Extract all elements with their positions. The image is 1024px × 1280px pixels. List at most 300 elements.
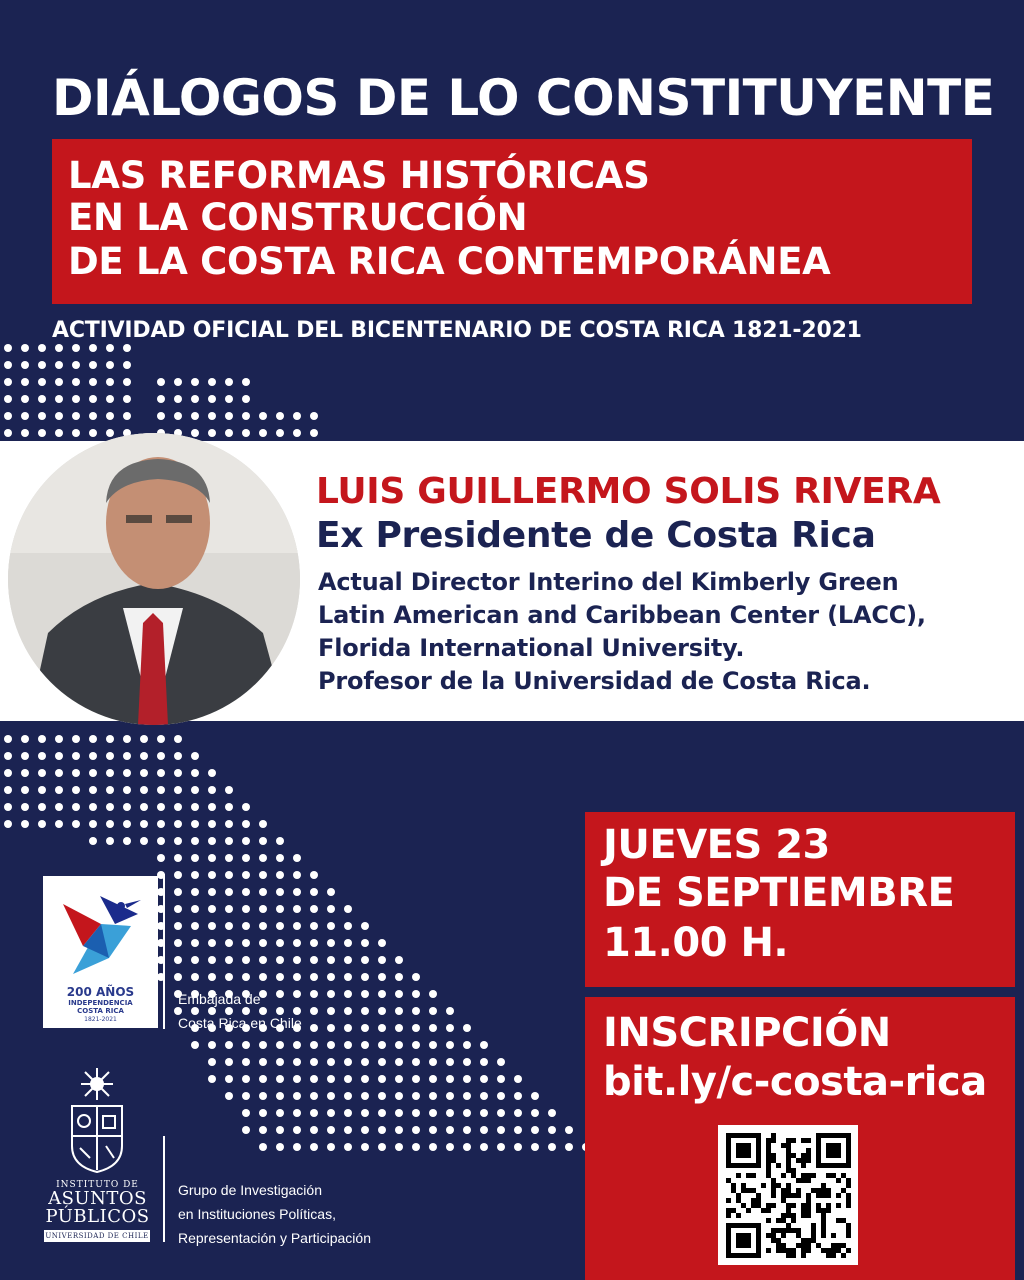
map-dot bbox=[361, 956, 369, 964]
map-dot bbox=[21, 344, 29, 352]
map-dot bbox=[208, 956, 216, 964]
map-dot bbox=[548, 1126, 556, 1134]
qr-code[interactable] bbox=[718, 1125, 858, 1265]
hummingbird-icon bbox=[43, 876, 158, 986]
qr-module bbox=[771, 1158, 776, 1163]
map-dot bbox=[208, 939, 216, 947]
qr-module bbox=[791, 1248, 796, 1253]
qr-module bbox=[846, 1228, 851, 1233]
map-dot bbox=[106, 820, 114, 828]
qr-module bbox=[821, 1233, 826, 1238]
map-dot bbox=[123, 361, 131, 369]
map-dot bbox=[242, 871, 250, 879]
map-dot bbox=[344, 939, 352, 947]
map-dot bbox=[191, 1041, 199, 1049]
map-dot bbox=[293, 1092, 301, 1100]
map-dot bbox=[412, 1126, 420, 1134]
map-dot bbox=[174, 378, 182, 386]
page-title: DIÁLOGOS DE LO CONSTITUYENTE bbox=[52, 69, 995, 127]
map-dot bbox=[55, 820, 63, 828]
qr-module bbox=[826, 1248, 831, 1253]
map-dot bbox=[208, 1075, 216, 1083]
qr-module bbox=[781, 1173, 786, 1178]
map-dot bbox=[412, 990, 420, 998]
map-dot bbox=[174, 395, 182, 403]
qr-module bbox=[806, 1173, 811, 1178]
map-dot bbox=[463, 1109, 471, 1117]
embajada-caption-2: Costa Rica en Chile bbox=[178, 1015, 302, 1031]
registration-label: INSCRIPCIÓN bbox=[603, 1010, 891, 1056]
map-dot bbox=[225, 871, 233, 879]
map-dot bbox=[174, 769, 182, 777]
map-dot bbox=[21, 752, 29, 760]
map-dot bbox=[72, 735, 80, 743]
map-dot bbox=[531, 1143, 539, 1151]
map-dot bbox=[361, 922, 369, 930]
map-dot bbox=[38, 344, 46, 352]
map-dot bbox=[140, 803, 148, 811]
speaker-desc-line-2: Latin American and Caribbean Center (LACC), bbox=[318, 601, 926, 629]
map-dot bbox=[395, 1109, 403, 1117]
map-dot bbox=[191, 854, 199, 862]
qr-module bbox=[776, 1163, 781, 1168]
map-dot bbox=[72, 769, 80, 777]
map-dot bbox=[327, 973, 335, 981]
qr-module bbox=[741, 1188, 746, 1193]
map-dot bbox=[191, 803, 199, 811]
map-dot bbox=[497, 1075, 505, 1083]
map-dot bbox=[140, 735, 148, 743]
map-dot bbox=[4, 412, 12, 420]
map-dot bbox=[327, 1126, 335, 1134]
map-dot bbox=[446, 1058, 454, 1066]
map-dot bbox=[123, 786, 131, 794]
date-line-1: JUEVES 23 bbox=[603, 822, 830, 868]
qr-module bbox=[811, 1233, 816, 1238]
map-dot bbox=[4, 769, 12, 777]
map-dot bbox=[191, 905, 199, 913]
map-dot bbox=[531, 1109, 539, 1117]
map-dot bbox=[4, 786, 12, 794]
map-dot bbox=[106, 378, 114, 386]
map-dot bbox=[157, 735, 165, 743]
qr-module bbox=[766, 1143, 771, 1148]
map-dot bbox=[157, 786, 165, 794]
map-dot bbox=[89, 395, 97, 403]
qr-module bbox=[826, 1253, 831, 1258]
bicentenario-range: 1821-2021 bbox=[84, 1016, 117, 1023]
map-dot bbox=[208, 1058, 216, 1066]
qr-module bbox=[821, 1188, 826, 1193]
map-dot bbox=[378, 990, 386, 998]
map-dot bbox=[72, 820, 80, 828]
qr-module bbox=[806, 1158, 811, 1163]
map-dot bbox=[429, 1126, 437, 1134]
qr-module bbox=[821, 1208, 826, 1213]
qr-module bbox=[836, 1218, 841, 1223]
map-dot bbox=[191, 769, 199, 777]
map-dot bbox=[21, 412, 29, 420]
map-dot bbox=[242, 837, 250, 845]
map-dot bbox=[395, 1075, 403, 1083]
map-dot bbox=[310, 1109, 318, 1117]
map-dot bbox=[361, 1075, 369, 1083]
map-dot bbox=[293, 1109, 301, 1117]
qr-module bbox=[756, 1193, 761, 1198]
qr-module bbox=[796, 1188, 801, 1193]
map-dot bbox=[191, 395, 199, 403]
map-dot bbox=[21, 769, 29, 777]
map-dot bbox=[378, 1126, 386, 1134]
qr-module bbox=[806, 1208, 811, 1213]
map-dot bbox=[293, 956, 301, 964]
qr-module bbox=[826, 1193, 831, 1198]
map-dot bbox=[208, 378, 216, 386]
qr-module bbox=[846, 1178, 851, 1183]
qr-module bbox=[836, 1193, 841, 1198]
map-dot bbox=[259, 1092, 267, 1100]
qr-module bbox=[746, 1173, 751, 1178]
map-dot bbox=[497, 1143, 505, 1151]
map-dot bbox=[327, 1075, 335, 1083]
map-dot bbox=[548, 1109, 556, 1117]
qr-module bbox=[731, 1188, 736, 1193]
map-dot bbox=[344, 956, 352, 964]
qr-module bbox=[821, 1223, 826, 1228]
map-dot bbox=[208, 905, 216, 913]
map-dot bbox=[344, 990, 352, 998]
qr-module bbox=[766, 1148, 771, 1153]
map-dot bbox=[310, 922, 318, 930]
map-dot bbox=[123, 837, 131, 845]
qr-module bbox=[771, 1233, 776, 1238]
map-dot bbox=[242, 803, 250, 811]
speaker-desc-line-3: Florida International University. bbox=[318, 634, 745, 662]
qr-module bbox=[751, 1203, 756, 1208]
qr-module bbox=[801, 1253, 806, 1258]
map-dot bbox=[225, 837, 233, 845]
map-dot bbox=[89, 786, 97, 794]
map-dot bbox=[38, 803, 46, 811]
qr-module bbox=[726, 1178, 731, 1183]
qr-module bbox=[811, 1173, 816, 1178]
qr-module bbox=[766, 1203, 771, 1208]
map-dot bbox=[157, 837, 165, 845]
qr-module bbox=[796, 1243, 801, 1248]
qr-module bbox=[771, 1228, 776, 1233]
map-dot bbox=[21, 735, 29, 743]
qr-module bbox=[776, 1248, 781, 1253]
map-dot bbox=[293, 1058, 301, 1066]
map-dot bbox=[412, 1092, 420, 1100]
map-dot bbox=[259, 1126, 267, 1134]
qr-module bbox=[811, 1238, 816, 1243]
map-dot bbox=[480, 1092, 488, 1100]
qr-module bbox=[821, 1183, 826, 1188]
qr-module bbox=[746, 1188, 751, 1193]
map-dot bbox=[4, 803, 12, 811]
map-dot bbox=[429, 1024, 437, 1032]
map-dot bbox=[242, 922, 250, 930]
qr-module bbox=[766, 1248, 771, 1253]
qr-module bbox=[816, 1208, 821, 1213]
map-dot bbox=[344, 1143, 352, 1151]
map-dot bbox=[242, 378, 250, 386]
map-dot bbox=[463, 1024, 471, 1032]
map-dot bbox=[21, 820, 29, 828]
qr-module bbox=[801, 1248, 806, 1253]
map-dot bbox=[327, 1024, 335, 1032]
map-dot bbox=[174, 854, 182, 862]
map-dot bbox=[157, 395, 165, 403]
map-dot bbox=[276, 905, 284, 913]
qr-module bbox=[776, 1183, 781, 1188]
map-dot bbox=[446, 1075, 454, 1083]
map-dot bbox=[89, 361, 97, 369]
qr-module bbox=[771, 1178, 776, 1183]
qr-module bbox=[841, 1218, 846, 1223]
map-dot bbox=[446, 1126, 454, 1134]
map-dot bbox=[565, 1143, 573, 1151]
map-dot bbox=[21, 361, 29, 369]
qr-module bbox=[806, 1243, 811, 1248]
speaker-role: Ex Presidente de Costa Rica bbox=[316, 515, 876, 556]
map-dot bbox=[242, 412, 250, 420]
grupo-caption-3: Representación y Participación bbox=[178, 1230, 371, 1246]
map-dot bbox=[293, 1075, 301, 1083]
university-crest-icon bbox=[62, 1066, 132, 1174]
map-dot bbox=[208, 922, 216, 930]
map-dot bbox=[276, 956, 284, 964]
map-dot bbox=[38, 820, 46, 828]
qr-module bbox=[841, 1243, 846, 1248]
qr-module bbox=[801, 1238, 806, 1243]
grupo-caption-1: Grupo de Investigación bbox=[178, 1182, 322, 1198]
map-dot bbox=[123, 769, 131, 777]
map-dot bbox=[242, 1126, 250, 1134]
map-dot bbox=[429, 1075, 437, 1083]
map-dot bbox=[89, 735, 97, 743]
map-dot bbox=[225, 939, 233, 947]
map-dot bbox=[208, 837, 216, 845]
qr-module bbox=[786, 1148, 791, 1153]
map-dot bbox=[106, 395, 114, 403]
map-dot bbox=[208, 395, 216, 403]
qr-module bbox=[786, 1153, 791, 1158]
iap-instituto: INSTITUTO DE bbox=[56, 1180, 139, 1190]
map-dot bbox=[89, 429, 97, 437]
qr-module bbox=[796, 1158, 801, 1163]
qr-module bbox=[781, 1193, 786, 1198]
map-dot bbox=[259, 854, 267, 862]
map-dot bbox=[174, 939, 182, 947]
map-dot bbox=[327, 1092, 335, 1100]
map-dot bbox=[225, 956, 233, 964]
map-dot bbox=[497, 1126, 505, 1134]
map-dot bbox=[72, 803, 80, 811]
map-dot bbox=[225, 786, 233, 794]
map-dot bbox=[106, 429, 114, 437]
map-dot bbox=[378, 1058, 386, 1066]
map-dot bbox=[446, 1007, 454, 1015]
map-dot bbox=[4, 752, 12, 760]
map-dot bbox=[276, 837, 284, 845]
map-dot bbox=[446, 1041, 454, 1049]
map-dot bbox=[446, 1024, 454, 1032]
map-dot bbox=[123, 820, 131, 828]
map-dot bbox=[123, 752, 131, 760]
map-dot bbox=[514, 1075, 522, 1083]
map-dot bbox=[55, 803, 63, 811]
map-dot bbox=[208, 786, 216, 794]
qr-module bbox=[771, 1183, 776, 1188]
qr-module bbox=[791, 1193, 796, 1198]
map-dot bbox=[259, 1058, 267, 1066]
map-dot bbox=[497, 1058, 505, 1066]
map-dot bbox=[463, 1041, 471, 1049]
qr-module bbox=[826, 1208, 831, 1213]
map-dot bbox=[361, 1143, 369, 1151]
map-dot bbox=[378, 973, 386, 981]
qr-module bbox=[801, 1208, 806, 1213]
embajada-caption-1: Embajada de bbox=[178, 991, 261, 1007]
subtitle-line-2: EN LA CONSTRUCCIÓN bbox=[68, 196, 528, 239]
map-dot bbox=[412, 1143, 420, 1151]
map-dot bbox=[242, 395, 250, 403]
map-dot bbox=[344, 1007, 352, 1015]
map-dot bbox=[89, 752, 97, 760]
map-dot bbox=[191, 429, 199, 437]
map-dot bbox=[344, 1075, 352, 1083]
qr-module bbox=[741, 1203, 746, 1208]
map-dot bbox=[429, 1041, 437, 1049]
map-dot bbox=[140, 786, 148, 794]
map-dot bbox=[191, 956, 199, 964]
map-dot bbox=[463, 1092, 471, 1100]
qr-module bbox=[806, 1198, 811, 1203]
qr-module bbox=[791, 1153, 796, 1158]
map-dot bbox=[310, 1092, 318, 1100]
map-dot bbox=[4, 735, 12, 743]
map-dot bbox=[344, 1126, 352, 1134]
qr-module bbox=[811, 1223, 816, 1228]
qr-module bbox=[786, 1163, 791, 1168]
qr-module bbox=[841, 1253, 846, 1258]
map-dot bbox=[276, 922, 284, 930]
qr-module bbox=[806, 1138, 811, 1143]
map-dot bbox=[310, 939, 318, 947]
map-dot bbox=[395, 1007, 403, 1015]
qr-module bbox=[796, 1178, 801, 1183]
map-dot bbox=[208, 973, 216, 981]
qr-module bbox=[826, 1203, 831, 1208]
map-dot bbox=[55, 769, 63, 777]
qr-module bbox=[796, 1228, 801, 1233]
map-dot bbox=[293, 990, 301, 998]
qr-module bbox=[781, 1228, 786, 1233]
qr-module bbox=[846, 1248, 851, 1253]
map-dot bbox=[140, 769, 148, 777]
map-dot bbox=[480, 1126, 488, 1134]
qr-module bbox=[791, 1168, 796, 1173]
map-dot bbox=[242, 905, 250, 913]
map-dot bbox=[361, 939, 369, 947]
map-dot bbox=[276, 429, 284, 437]
map-dot bbox=[72, 786, 80, 794]
map-dot bbox=[429, 1007, 437, 1015]
map-dot bbox=[463, 1126, 471, 1134]
registration-link[interactable]: bit.ly/c-costa-rica bbox=[603, 1059, 987, 1105]
map-dot bbox=[55, 395, 63, 403]
qr-module bbox=[756, 1203, 761, 1208]
map-dot bbox=[378, 939, 386, 947]
map-dot bbox=[55, 786, 63, 794]
map-dot bbox=[21, 786, 29, 794]
map-dot bbox=[225, 820, 233, 828]
map-dot bbox=[242, 1058, 250, 1066]
map-dot bbox=[38, 429, 46, 437]
map-dot bbox=[140, 820, 148, 828]
qr-module bbox=[821, 1213, 826, 1218]
map-dot bbox=[361, 1041, 369, 1049]
map-dot bbox=[395, 1058, 403, 1066]
map-dot bbox=[21, 429, 29, 437]
map-dot bbox=[174, 837, 182, 845]
map-dot bbox=[514, 1109, 522, 1117]
map-dot bbox=[55, 412, 63, 420]
map-dot bbox=[344, 905, 352, 913]
qr-module bbox=[781, 1198, 786, 1203]
qr-module bbox=[806, 1153, 811, 1158]
map-dot bbox=[327, 939, 335, 947]
map-dot bbox=[565, 1126, 573, 1134]
map-dot bbox=[548, 1143, 556, 1151]
qr-module bbox=[781, 1248, 786, 1253]
map-dot bbox=[72, 395, 80, 403]
map-dot bbox=[344, 1024, 352, 1032]
map-dot bbox=[378, 1143, 386, 1151]
qr-module bbox=[776, 1243, 781, 1248]
qr-module bbox=[771, 1193, 776, 1198]
qr-module bbox=[786, 1158, 791, 1163]
map-dot bbox=[259, 837, 267, 845]
map-dot bbox=[310, 888, 318, 896]
map-dot bbox=[327, 1143, 335, 1151]
map-dot bbox=[225, 922, 233, 930]
map-dot bbox=[276, 1041, 284, 1049]
qr-module bbox=[786, 1213, 791, 1218]
map-dot bbox=[191, 820, 199, 828]
map-dot bbox=[140, 752, 148, 760]
map-dot bbox=[157, 803, 165, 811]
map-dot bbox=[276, 1109, 284, 1117]
map-dot bbox=[225, 905, 233, 913]
qr-module bbox=[731, 1183, 736, 1188]
map-dot bbox=[140, 837, 148, 845]
map-dot bbox=[259, 888, 267, 896]
map-dot bbox=[225, 854, 233, 862]
map-dot bbox=[259, 956, 267, 964]
map-dot bbox=[259, 905, 267, 913]
map-dot bbox=[310, 1058, 318, 1066]
map-dot bbox=[293, 905, 301, 913]
map-dot bbox=[38, 378, 46, 386]
map-dot bbox=[276, 973, 284, 981]
map-dot bbox=[293, 429, 301, 437]
qr-module bbox=[816, 1243, 821, 1248]
map-dot bbox=[242, 1075, 250, 1083]
qr-module bbox=[791, 1203, 796, 1208]
